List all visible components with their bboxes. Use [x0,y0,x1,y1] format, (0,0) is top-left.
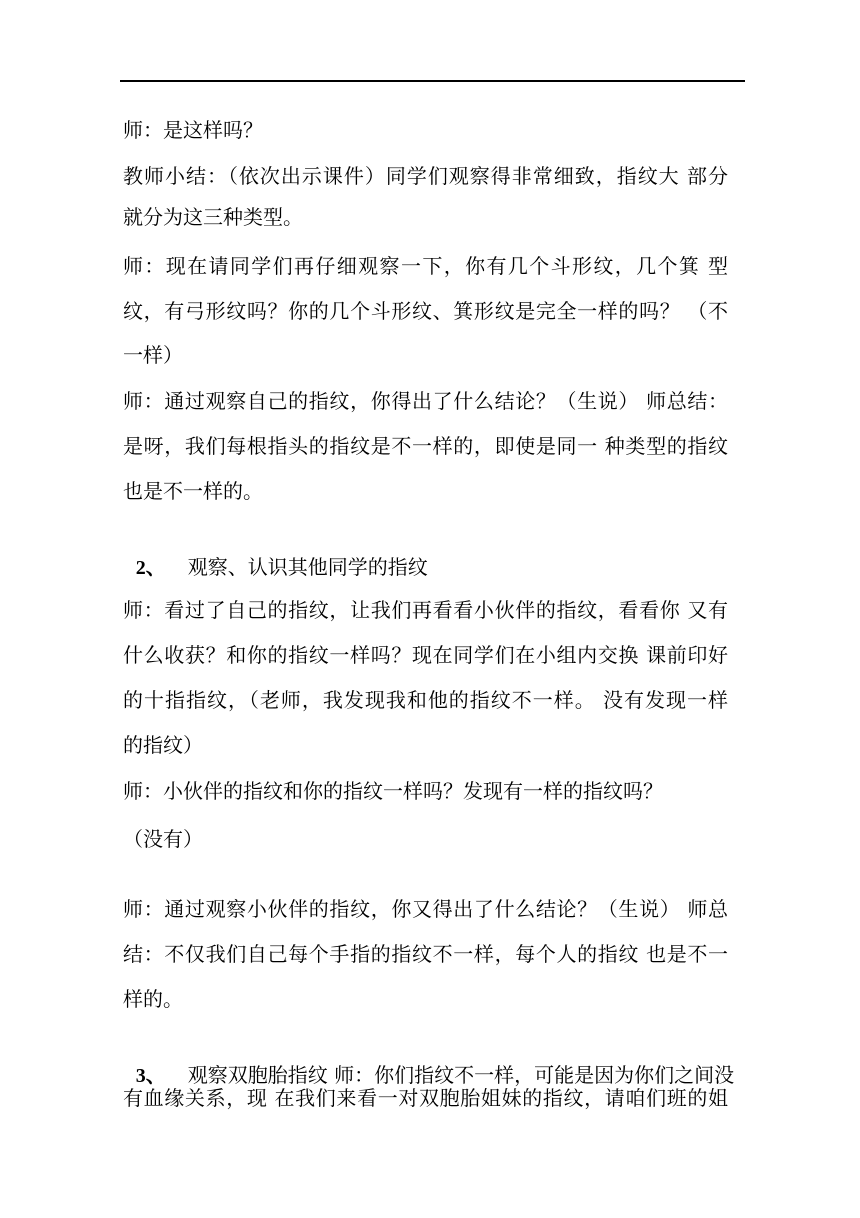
section-heading [123,1039,735,1088]
header-rule [120,80,745,82]
text-line: 也是不一样的。 [123,479,263,503]
text-line: 什么收获？和你的指纹一样吗？现在同学们在小组内交换 课前印好 [123,643,728,667]
section-number: 3、 [135,1065,166,1087]
text-line: 的指纹） [123,733,203,757]
text-line: 师：看过了自己的指纹，让我们再看看小伙伴的指纹，看看你 又有 [123,598,728,622]
section-number: 2、 [135,557,166,579]
text-line: 结：不仅我们自己每个手指的指纹不一样，每个人的指纹 也是不一 [123,942,728,966]
section-heading [123,531,428,580]
text-line: 是呀，我们每根指头的指纹是不一样的，即使是同一 种类型的指纹 [123,434,728,458]
text-line: （没有） [123,827,203,851]
section-heading-text: 观察、认识其他同学的指纹 [187,555,428,579]
text-line: 有血缘关系，现 在我们来看一对双胞胎姐妹的指纹，请咱们班的姐 [123,1086,728,1110]
text-line: 师：是这样吗？ [123,118,263,142]
text-line: 教师小结：（依次出示课件）同学们观察得非常细致，指纹大 部分 [123,164,728,188]
text-line: 师：通过观察自己的指纹，你得出了什么结论？（生说） 师总结： [123,389,728,413]
section-heading-text: 观察双胞胎指纹 师：你们指纹不一样，可能是因为你们之间没 [187,1063,735,1087]
text-line: 的十指指纹，（老师，我发现我和他的指纹不一样。 没有发现一样 [123,688,728,712]
text-line: 师：现在请同学们再仔细观察一下，你有几个斗形纹，几个箕 型 [123,254,728,278]
text-line: 样的。 [123,987,183,1011]
text-line: 一样） [123,343,183,367]
text-line: 纹，有弓形纹吗？你的几个斗形纹、箕形纹是完全一样的吗？ （不 [123,299,728,323]
text-line: 师：小伙伴的指纹和你的指纹一样吗？发现有一样的指纹吗？ [123,779,663,803]
text-line: 师：通过观察小伙伴的指纹，你又得出了什么结论？（生说） 师总 [123,897,728,921]
text-line: 就分为这三种类型。 [123,205,303,229]
